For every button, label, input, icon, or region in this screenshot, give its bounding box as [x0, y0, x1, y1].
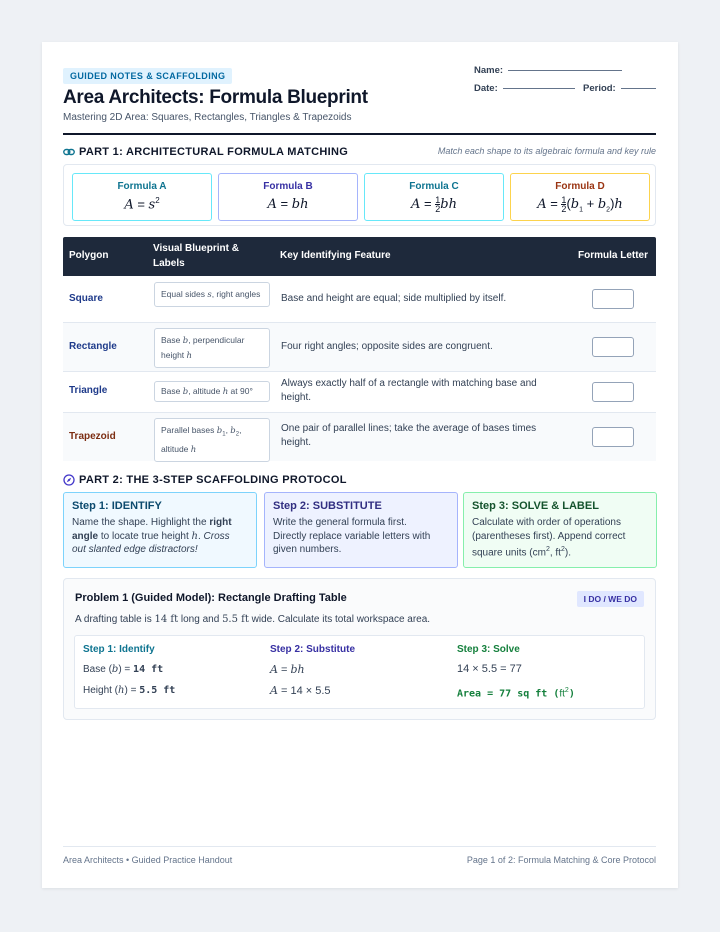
step-card-identify — [63, 492, 257, 568]
footer-divider — [63, 846, 656, 847]
date-label: Date: — [474, 83, 498, 94]
step-title: Step 3: SOLVE & LABEL — [472, 500, 599, 512]
key-feature: Four right angles; opposite sides are congruent. — [281, 341, 493, 352]
formula-name: Formula A — [117, 181, 167, 192]
polygon-name: Triangle — [69, 385, 108, 396]
handout-page — [42, 42, 678, 888]
header-letter: Formula Letter — [578, 250, 649, 261]
name-label: Name: — [474, 65, 504, 76]
matching-table — [63, 237, 656, 461]
work-col-identify — [83, 644, 263, 704]
header-feature: Key Identifying Feature — [280, 250, 391, 261]
substitution-line: A = 14 × 5.5 — [270, 684, 331, 697]
key-feature: Base and height are equal; side multiplied by itself. — [281, 293, 507, 304]
polygon-name: Square — [69, 293, 103, 304]
guided-problem — [63, 578, 656, 720]
answer-box[interactable] — [592, 382, 634, 402]
formula-line: A = bh — [270, 663, 305, 676]
formula-name: Formula B — [263, 181, 313, 192]
footer-page-info: Page 1 of 2: Formula Matching & Core Protocol — [466, 855, 656, 865]
calculation-line: 14 × 5.5 = 77 — [457, 663, 522, 675]
period-label: Period: — [583, 83, 616, 94]
answer-line: Area = 77 sq ft $(ft^2)$ — [457, 687, 575, 700]
step-body: Write the general formula first. Directly replace variable letters with given numbers. — [273, 517, 431, 555]
date-line — [503, 88, 575, 89]
visual-blueprint: Parallel bases $b_1$, $b_2$, altitude h — [154, 418, 270, 462]
step-body: Calculate with order of operations (parentheses first). Append correct square units ($cm^2$, $ft^2$). — [472, 517, 626, 559]
part2-heading — [63, 474, 347, 486]
formula-expression: A = $\frac{1}{2}$ bh — [411, 195, 457, 215]
work-col-title: Step 1: Identify — [83, 644, 155, 655]
worked-solution — [74, 635, 645, 709]
header-divider — [63, 133, 656, 135]
table-row — [63, 276, 656, 323]
page-title: Area Architects: Formula Blueprint — [63, 87, 368, 108]
formula-bank — [63, 164, 656, 226]
visual-blueprint: Base b, perpendicular height h — [154, 328, 270, 368]
period-line — [621, 88, 656, 89]
work-col-title: Step 3: Solve — [457, 644, 520, 655]
formula-expression: A = bh — [267, 196, 309, 212]
name-field[interactable] — [474, 65, 622, 76]
header-polygon: Polygon — [69, 250, 109, 261]
answer-box[interactable] — [592, 337, 634, 357]
compass-icon — [63, 474, 75, 486]
part2-heading-text: PART 2: THE 3-STEP SCAFFOLDING PROTOCOL — [79, 474, 347, 486]
date-field[interactable] — [474, 83, 575, 94]
work-col-solve — [457, 644, 637, 704]
i-do-we-do-badge: I DO / WE DO — [577, 591, 644, 607]
polygon-name: Trapezoid — [69, 431, 116, 442]
table-row — [63, 372, 656, 413]
header-visual-2: Labels — [153, 258, 185, 269]
work-col-substitute — [270, 644, 450, 704]
formula-expression: A = $\frac{1}{2}$ $(b_1 + b_2)h$ — [537, 195, 623, 215]
height-line: Height (h) = 5.5 ft — [83, 685, 176, 696]
part1-heading-text: PART 1: ARCHITECTURAL FORMULA MATCHING — [79, 146, 349, 158]
problem-statement: A drafting table is 14 ft long and 5.5 ft wide. Calculate its total workspace area. — [75, 614, 431, 625]
formula-name: Formula D — [555, 181, 605, 192]
formula-name: Formula C — [409, 181, 459, 192]
problem-title: Problem 1 (Guided Model): Rectangle Drafting Table — [75, 592, 347, 604]
header-visual-1: Visual Blueprint & — [153, 243, 239, 254]
table-row — [63, 323, 656, 372]
part1-instruction: Match each shape to its algebraic formula and key rule — [437, 146, 656, 156]
period-field[interactable] — [583, 83, 656, 94]
footer-left: Area Architects • Guided Practice Handout — [63, 855, 233, 865]
answer-box[interactable] — [592, 289, 634, 309]
visual-blueprint: Base b, altitude h at 90° — [154, 381, 270, 402]
part1-heading — [63, 146, 348, 158]
formula-expression: $A = s^2$ — [124, 196, 160, 213]
step-body: Name the shape. Highlight the right angle to locate true height h. Cross out slanted edge distractors! — [72, 517, 232, 555]
formula-card-c — [364, 173, 504, 221]
work-col-title: Step 2: Substitute — [270, 644, 356, 655]
guided-notes-badge: GUIDED NOTES & SCAFFOLDING — [63, 68, 232, 84]
formula-card-a — [72, 173, 212, 221]
step-card-substitute — [264, 492, 458, 568]
base-line: Base (b) = 14 ft — [83, 664, 164, 675]
table-row — [63, 413, 656, 461]
answer-box[interactable] — [592, 427, 634, 447]
polygon-name: Rectangle — [69, 341, 117, 352]
key-feature: Always exactly half of a rectangle with matching base and height. — [281, 378, 537, 403]
step-card-solve — [463, 492, 657, 568]
step-title: Step 2: SUBSTITUTE — [273, 500, 382, 512]
link-icon — [63, 146, 75, 158]
step-title: Step 1: IDENTIFY — [72, 500, 162, 512]
key-feature: One pair of parallel lines; take the average of bases times height. — [281, 423, 537, 448]
page-subtitle: Mastering 2D Area: Squares, Rectangles, Triangles & Trapezoids — [63, 112, 352, 123]
visual-blueprint: Equal sides s, right angles — [154, 282, 270, 307]
name-line — [508, 70, 622, 71]
formula-card-d — [510, 173, 650, 221]
formula-card-b — [218, 173, 358, 221]
table-header — [63, 237, 656, 276]
